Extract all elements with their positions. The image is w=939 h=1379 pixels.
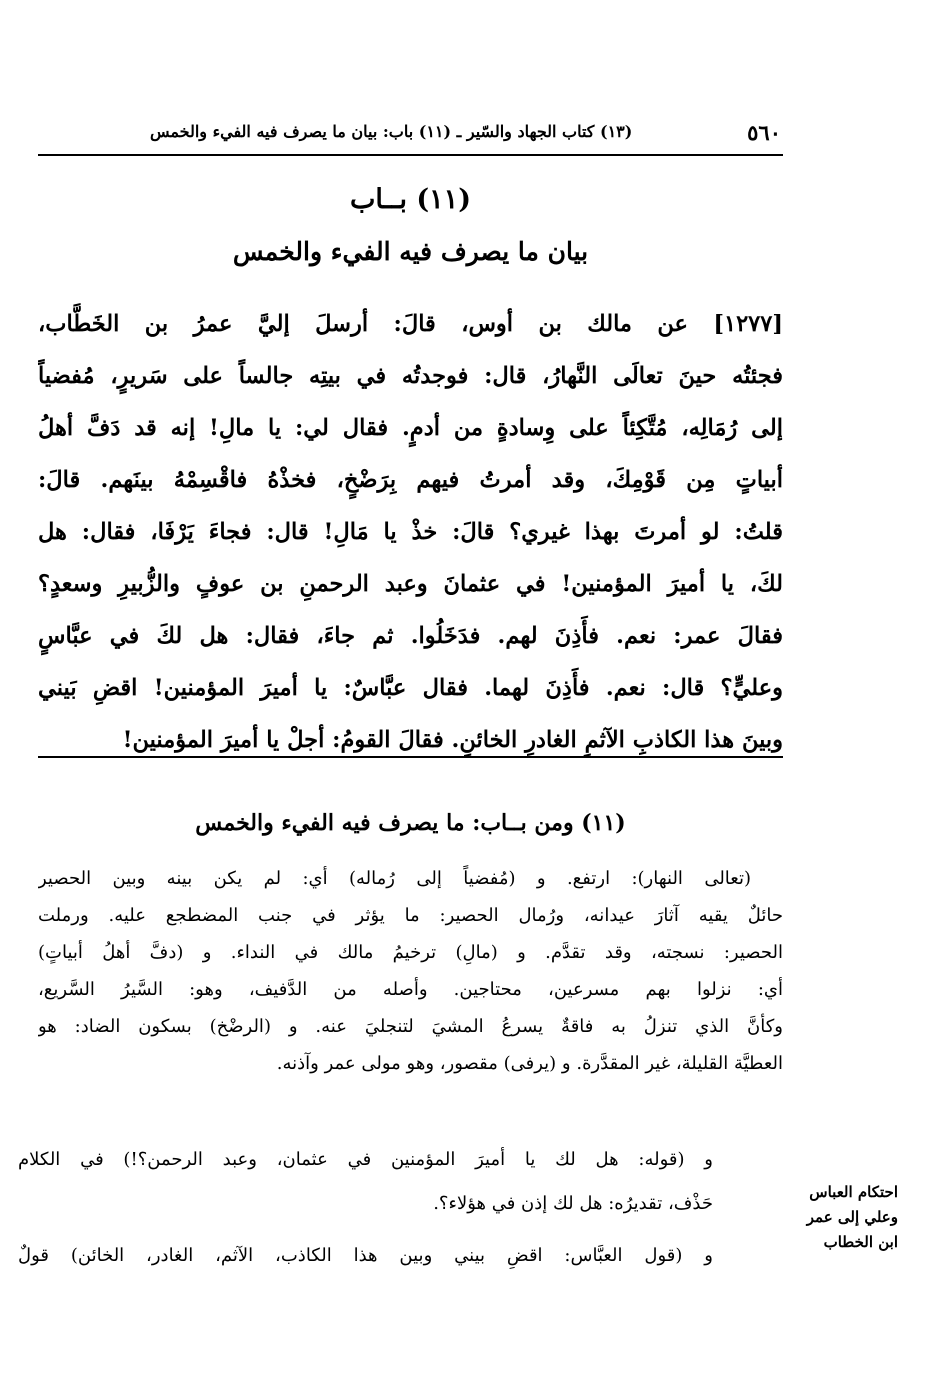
running-head: (١٣) كتاب الجهاد والسّير ـ (١١) باب: بيان ما يصرف فيه الفيء والخمس	[150, 122, 633, 141]
hadith-line: فقالَ عمر: نعم. فأَذِنَ لهم. فدَخَلُوا. ثم جاءَ، فقال: هل لكَ في عبَّاسٍ	[38, 623, 783, 649]
hadith-line: إلى رُمَالِه، مُتَّكِئاً على وِسادةٍ من أدمٍ. فقال لي: يا مالِ! إنه قد دَفَّ أهلُ	[38, 415, 783, 441]
chapter-title: بيان ما يصرف فيه الفيء والخمس	[232, 237, 589, 266]
commentary-line: و (قوله: هل لك يا أميرَ المؤمنين في عثمان، وعبد الرحمن؟!) في الكلام	[18, 1149, 713, 1170]
commentary-line: حَذْف، تقديرُه: هل لك إذن في هؤلاء؟.	[433, 1193, 713, 1214]
margin-note-line: احتكام العباس	[809, 1183, 898, 1201]
hadith-line: أبياتٍ مِن قَوْمِكَ، وقد أمرتُ فيهم بِرَضْخٍ، فخذْهُ فاقْسِمْهُ بينَهم. قالَ:	[38, 467, 783, 493]
commentary-line: الحصير: نسجته، وقد تقدَّم. و (مالِ) ترخيمُ مالك في النداء. و (دفَّ أهلُ أبياتٍ)	[38, 942, 783, 963]
hadith-line: فجئتُه حينَ تعالَى النَّهارُ، قال: فوجدتُه في بيتِه جالساً على سَريرٍ، مُفضياً	[38, 363, 783, 389]
commentary-line: أي: نزلوا بهم مسرعين، محتاجين. وأصله من الدَّفيف، وهو: السَّيرُ السَّريع،	[38, 979, 783, 1000]
commentary-text	[38, 860, 783, 1082]
commentary-continued	[18, 1138, 713, 1278]
margin-note-line: وعلي إلى عمر	[806, 1208, 898, 1226]
section-divider	[38, 756, 783, 758]
commentary-line: العطيَّة القليلة، غير المقدَّرة. و (يرفى) مقصور، وهو مولى عمر وآذنه.	[276, 1053, 783, 1074]
chapter-number: (١١) بــاب	[350, 184, 471, 215]
commentary-line: و (قول العبَّاس: اقضِ بيني وبين هذا الكاذب، الآثم، الغادر، الخائن) قولٌ	[18, 1245, 713, 1266]
hadith-line: [١٢٧٧] عن مالك بن أوس، قالَ: أرسلَ إليَّ عمرُ بن الخَطَّاب،	[38, 311, 783, 337]
hadith-text	[38, 298, 783, 766]
commentary-line: حائلٌ يقيه آثارَ عيدانه، ورُمال الحصير: ما يؤثر في جنب المضطجع عليه. ورملت	[38, 905, 783, 926]
hadith-line: قلتُ: لو أمرتَ بهذا غيري؟ قالَ: خذْ يا مَالِ! قال: فجاءَ يَرْفَا، فقال: هل	[38, 519, 783, 545]
hadith-line: وبينَ هذا الكاذبِ الآثمِ الغادرِ الخائنِ. فقالَ القومُ: أجلْ يا أميرَ المؤمنين!	[122, 727, 783, 753]
page-number: ٥٦٠	[747, 120, 781, 145]
hadith-line: وعليٍّ؟ قال: نعم. فأَذِنَ لهما. فقال عبَّاسٌ: يا أميرَ المؤمنين! اقضِ بَيني	[38, 675, 783, 701]
margin-note	[790, 1180, 898, 1255]
margin-note-line: ابن الخطاب	[823, 1233, 898, 1251]
page-header	[38, 118, 783, 156]
commentary-line: (تعالى النهار): ارتفع. و (مُفضياً إلى رُماله) أي: لم يكن بينه وبين الحصير	[38, 868, 751, 889]
commentary-line: وكأنَّ الذي تنزلُ به فاقةٌ يسرعُ المشيَ لتنجليَ عنه. و (الرضْخ) بسكون الضاد: هو	[38, 1016, 783, 1037]
commentary-heading: (١١) ومن بــاب: ما يصرف فيه الفيء والخمس	[195, 810, 626, 836]
hadith-line: لكَ، يا أميرَ المؤمنين! في عثمانَ وعبد الرحمنِ بن عوفٍ والزُّبيرِ وسعدٍ؟	[38, 571, 783, 597]
